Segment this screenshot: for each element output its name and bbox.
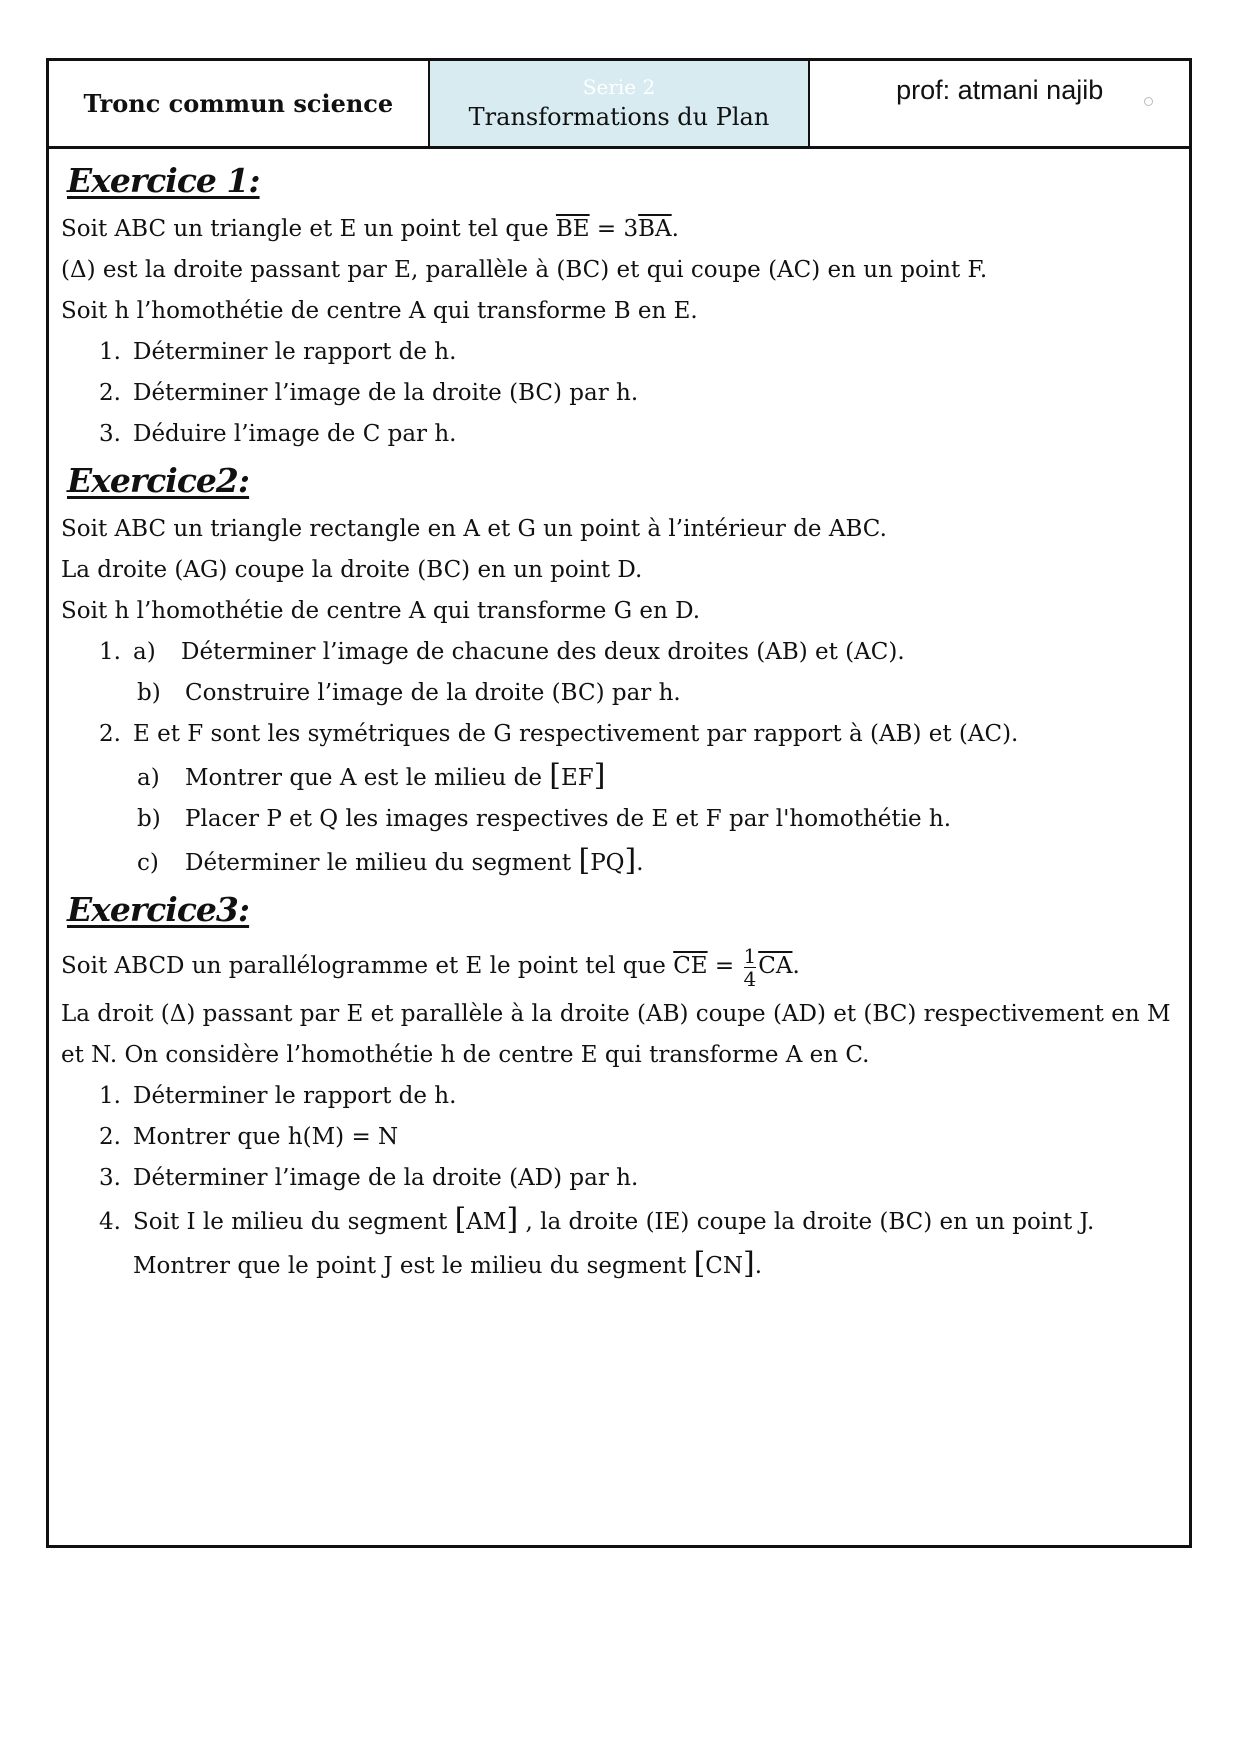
ex1-question-2: 2. Déterminer l’image de la droite (BC) par h. — [99, 380, 639, 406]
ex3-question-2: 2. Montrer que h(M) = N — [99, 1124, 399, 1150]
ex2-question-1a: 1. a) Déterminer l’image de chacune des deux droites (AB) et (AC). — [99, 639, 905, 665]
ex3-question-1: 1. Déterminer le rapport de h. — [99, 1083, 457, 1109]
ex3-line-2: La droit (Δ) passant par E et parallèle à la droite (AB) coupe (AD) et (BC) respectivement en M — [61, 1001, 1171, 1027]
ex2-line-1: Soit ABC un triangle rectangle en A et G un point à l’intérieur de ABC. — [61, 516, 887, 542]
exercise-1-title: Exercice 1: — [67, 161, 260, 200]
ex1-line-2: (Δ) est la droite passant par E, parallèle à (BC) et qui coupe (AC) en un point F. — [61, 257, 988, 283]
segment-cn: CN — [705, 1253, 744, 1279]
ex3-question-4-cont: Montrer que le point J est le milieu du segment [CN]. — [133, 1246, 763, 1281]
fraction-one-quarter: $\frac{1}{4}$ — [743, 943, 757, 991]
serie-label: Serie 2 — [582, 74, 656, 99]
exercise-sheet — [46, 58, 1192, 1548]
header-table — [49, 61, 1189, 149]
ex1-line-3: Soit h l’homothétie de centre A qui transforme B en E. — [61, 298, 698, 324]
vector-ba: $\overline{BA}$ — [638, 216, 672, 242]
vector-ca: $\overline{CA}$ — [758, 953, 793, 979]
segment-ef: EF — [560, 765, 594, 791]
exercise-2-title: Exercice2: — [67, 461, 250, 500]
ex2-line-2: La droite (AG) coupe la droite (BC) en un point D. — [61, 557, 643, 583]
vector-ce: $\overline{CE}$ — [673, 953, 708, 979]
ex2-question-2a: a) Montrer que A est le milieu de [EF] — [137, 758, 606, 793]
ex3-question-4: 4. Soit I le milieu du segment [AM] , la droite (IE) coupe la droite (BC) en un point J. — [99, 1202, 1095, 1237]
ex1-question-1: 1. Déterminer le rapport de h. — [99, 339, 457, 365]
ex2-line-3: Soit h l’homothétie de centre A qui transforme G en D. — [61, 598, 701, 624]
exercise-3-title: Exercice3: — [67, 890, 250, 929]
content — [49, 149, 1189, 1287]
ex1-question-3: 3. Déduire l’image de C par h. — [99, 421, 457, 447]
segment-pq: PQ — [590, 850, 625, 876]
topic-title: Transformations du Plan — [468, 102, 770, 131]
segment-am: AM — [466, 1209, 507, 1235]
ex3-line-3: et N. On considère l’homothétie h de centre E qui transforme A en C. — [61, 1042, 870, 1068]
ex3-question-3: 3. Déterminer l’image de la droite (AD) par h. — [99, 1165, 639, 1191]
ex1-line-1: Soit ABC un triangle et E un point tel que $\overline{BE} = 3\overline{BA}$. — [61, 216, 679, 242]
ex2-question-2: 2. E et F sont les symétriques de G respectivement par rapport à (AB) et (AC). — [99, 721, 1019, 747]
ex2-question-2b: b) Placer P et Q les images respectives de E et F par l'homothétie h. — [137, 806, 952, 832]
ex2-question-2c: c) Déterminer le milieu du segment [PQ]. — [137, 843, 644, 878]
ex2-question-1b: b) Construire l’image de la droite (BC) par h. — [137, 680, 681, 706]
topic-cell — [428, 61, 809, 146]
author-label: prof: atmani najib — [896, 75, 1104, 105]
level-cell — [49, 61, 428, 146]
vector-be: $\overline{BE}$ — [555, 216, 590, 242]
decorative-dot-icon — [1144, 97, 1153, 106]
author-cell — [808, 61, 1189, 146]
ex3-line-1: Soit ABCD un parallélogramme et E le point tel que $\overline{CE}$ = $\frac{1}{4}$ $\overline{CA}$. — [61, 943, 800, 991]
level-label: Tronc commun science — [83, 89, 394, 118]
